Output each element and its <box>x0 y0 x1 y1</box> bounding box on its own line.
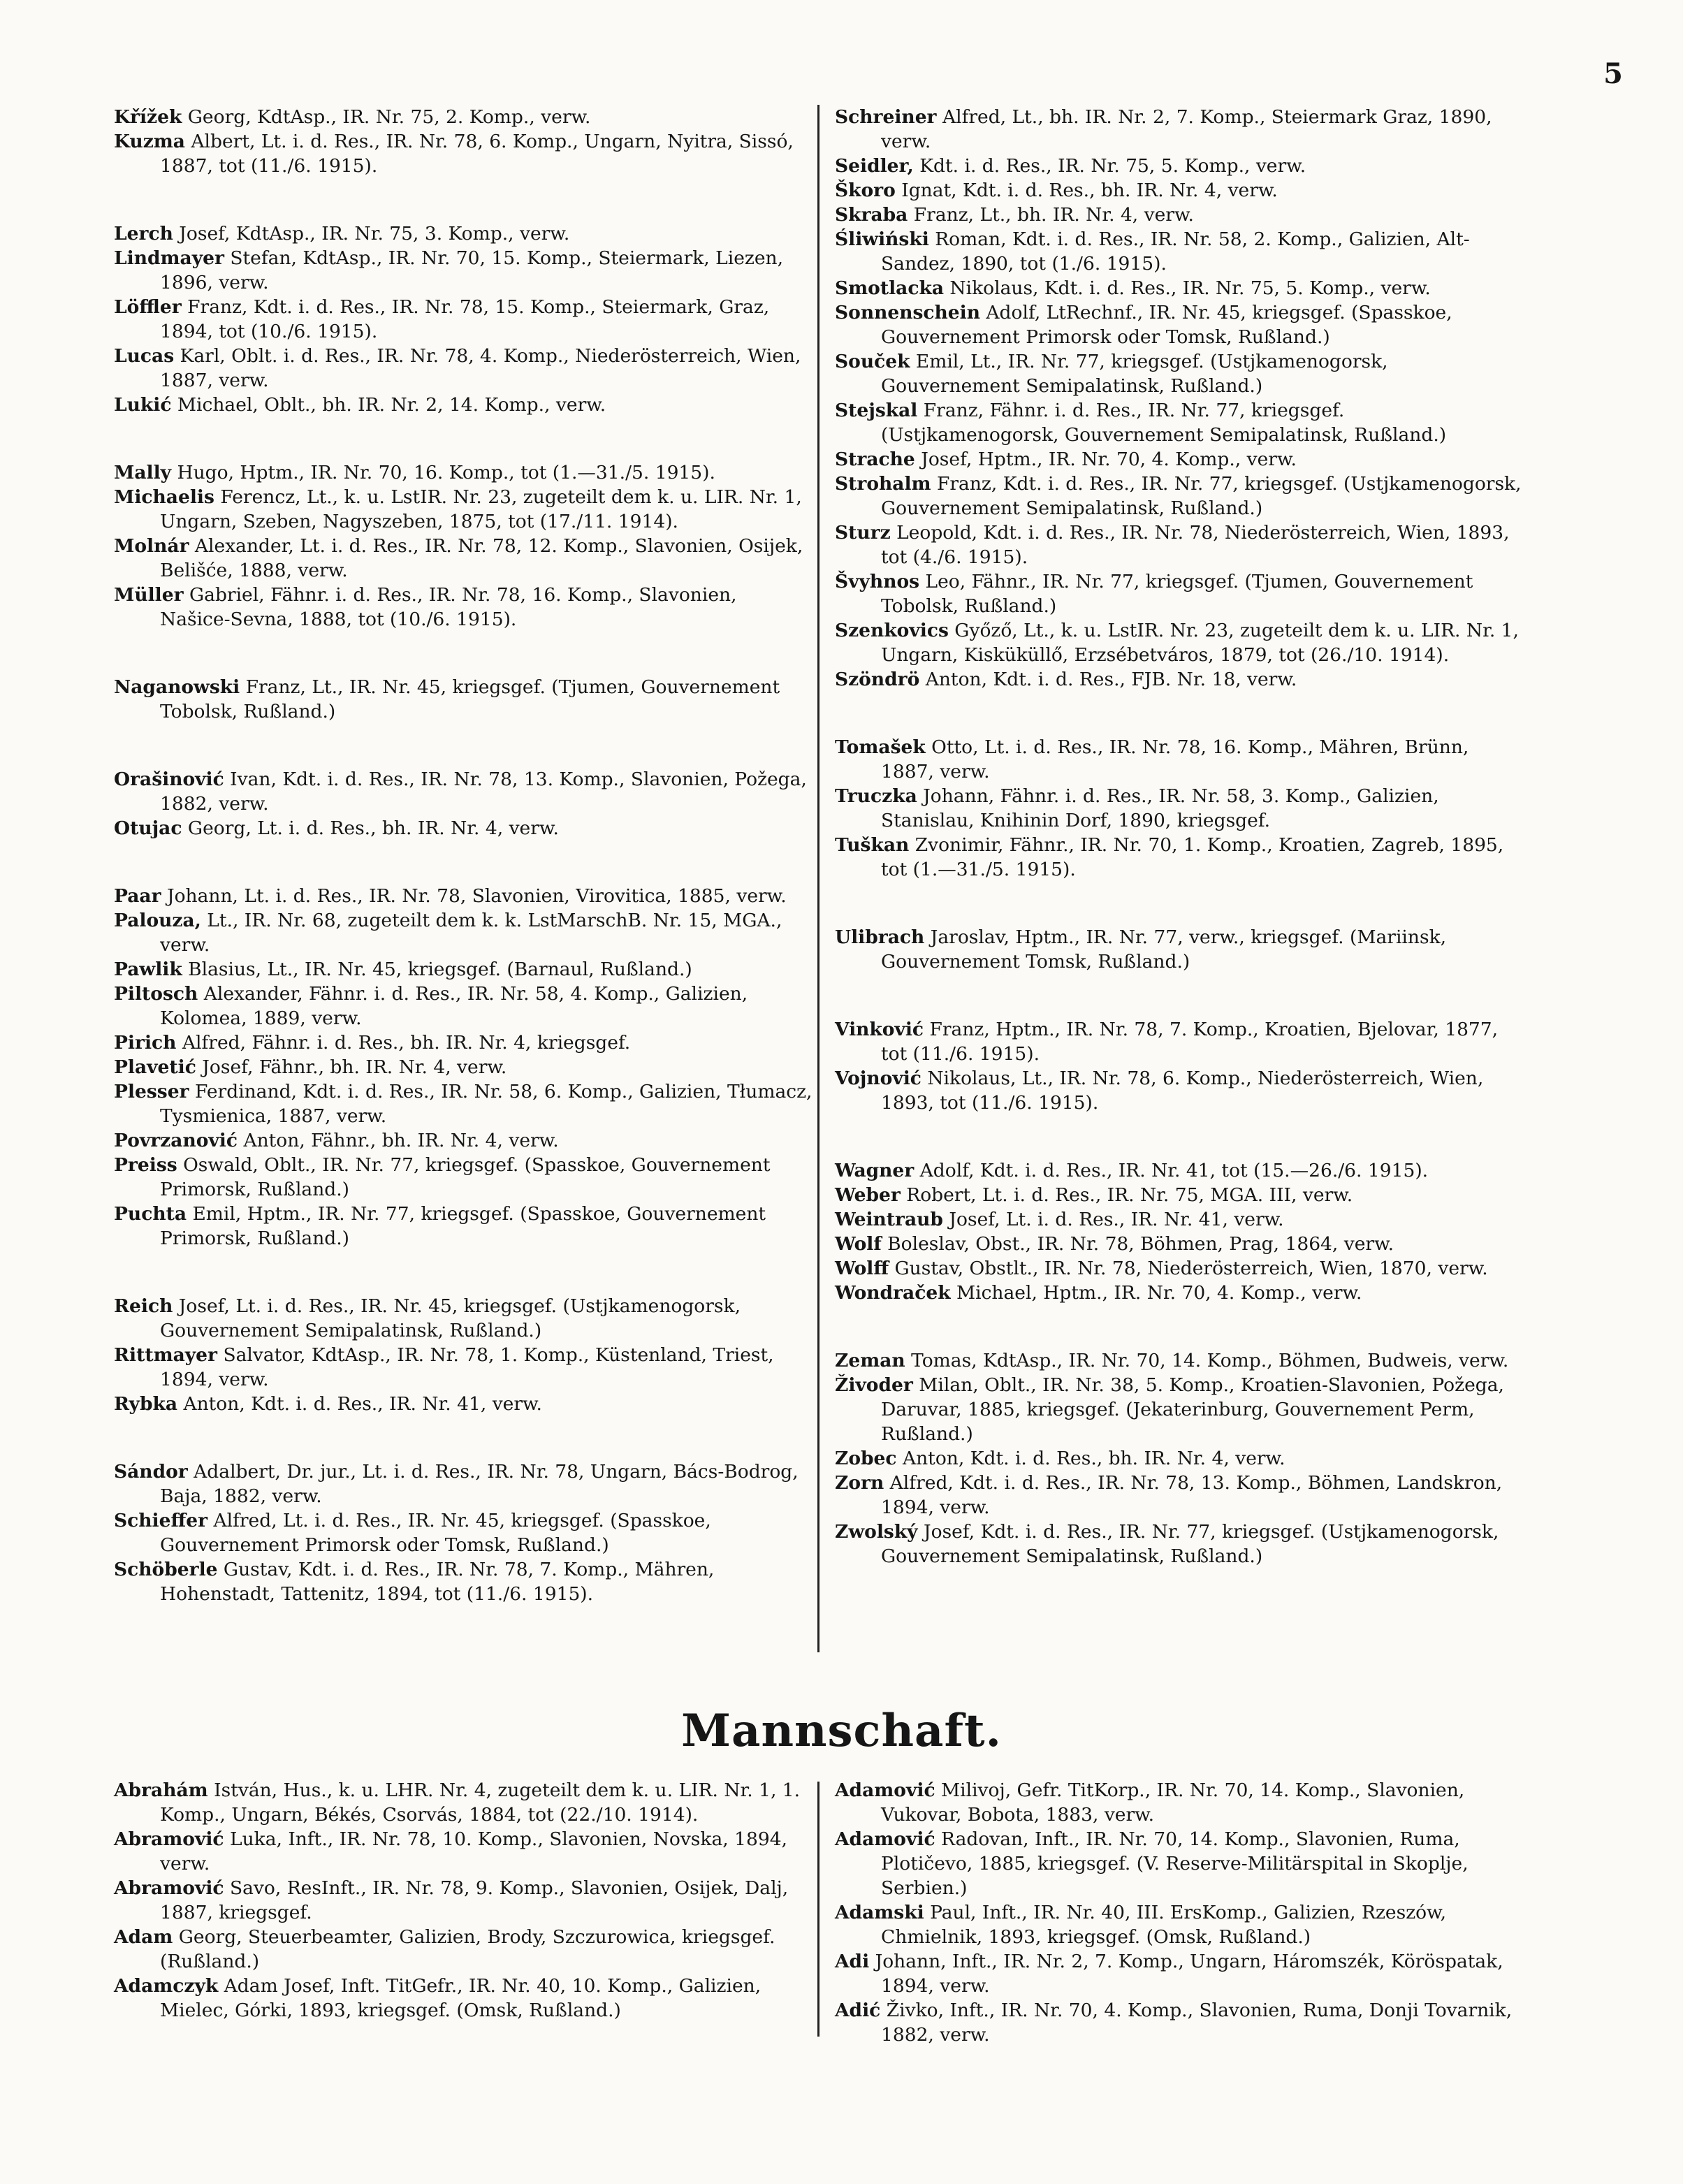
entry-details: Anton, Fähnr., bh. IR. Nr. 4, verw. <box>238 1130 559 1151</box>
list-item <box>114 1876 813 1925</box>
list-item <box>114 957 813 982</box>
list-item <box>114 908 813 957</box>
men-column-left <box>114 1778 813 2023</box>
entry-surname: Pirich <box>114 1032 177 1054</box>
entry-surname: Vojnović <box>835 1068 921 1089</box>
list-item <box>835 1998 1523 2047</box>
entry-details: Josef, Fähnr., bh. IR. Nr. 4, verw. <box>196 1056 507 1078</box>
list-item <box>114 1778 813 1827</box>
list-item <box>835 1256 1523 1281</box>
entry-surname: Michaelis <box>114 486 214 508</box>
list-item <box>114 1343 813 1392</box>
list-item <box>114 485 813 534</box>
entry-surname: Seidler, <box>835 155 914 177</box>
entry-details: Adam Josef, Inft. TitGefr., IR. Nr. 40, 10. Komp., Galizien, Mielec, Górki, 1893, kriegsgef. (Omsk, Rußland.) <box>160 1975 762 2021</box>
entry-surname: Adamski <box>835 1902 924 1923</box>
entry-details: Nikolaus, Lt., IR. Nr. 78, 6. Komp., Niederösterreich, Wien, 1893, tot (11./6. 1915). <box>881 1068 1484 1114</box>
list-item <box>835 1446 1523 1471</box>
list-item <box>835 203 1523 227</box>
section-title: Mannschaft. <box>681 1705 1002 1757</box>
entry-details: Adolf, Kdt. i. d. Res., IR. Nr. 41, tot (15.—26./6. 1915). <box>914 1160 1429 1181</box>
entry-details: Radovan, Inft., IR. Nr. 70, 14. Komp., Slavonien, Ruma, Plotičevo, 1885, kriegsgef. (V. Reserve-Militärspital in Skoplje, Serbien.) <box>881 1828 1469 1899</box>
entry-details: Franz, Kdt. i. d. Res., IR. Nr. 78, 15. Komp., Steiermark, Graz, 1894, tot (10./6. 1915). <box>160 296 770 342</box>
list-item <box>114 1925 813 1974</box>
entry-surname: Adić <box>835 2000 881 2021</box>
entry-surname: Mally <box>114 462 172 483</box>
list-item <box>835 1348 1523 1373</box>
entry-surname: Smotlacka <box>835 277 944 299</box>
entry-details: Milan, Oblt., IR. Nr. 38, 5. Komp., Kroatien-Slavonien, Požega, Daruvar, 1885, kriegsgef. (Jekaterinburg, Gouvernement Perm, Rußland.) <box>881 1374 1504 1445</box>
entry-details: Emil, Hptm., IR. Nr. 77, kriegsgef. (Spasskoe, Gouvernement Primorsk, Rußland.) <box>160 1203 766 1249</box>
entry-surname: Skraba <box>835 204 908 226</box>
entry-details: Anton, Kdt. i. d. Res., IR. Nr. 41, verw. <box>177 1393 542 1415</box>
entry-surname: Abramović <box>114 1877 224 1899</box>
entry-surname: Molnár <box>114 535 189 557</box>
list-item <box>835 105 1523 154</box>
entry-surname: Povrzanović <box>114 1130 238 1151</box>
entry-surname: Zeman <box>835 1350 905 1371</box>
entry-details: Franz, Fähnr. i. d. Res., IR. Nr. 77, kriegsgef. (Ustjkamenogorsk, Gouvernement Semipalatinsk, Rußland.) <box>881 400 1447 446</box>
entry-details: Franz, Hptm., IR. Nr. 78, 7. Komp., Kroatien, Bjelovar, 1877, tot (11./6. 1915). <box>881 1019 1499 1065</box>
entry-surname: Otujac <box>114 817 182 839</box>
entry-details: Adalbert, Dr. jur., Lt. i. d. Res., IR. Nr. 78, Ungarn, Bács-Bodrog, Baja, 1882, verw. <box>160 1461 799 1507</box>
entry-details: Savo, ResInft., IR. Nr. 78, 9. Komp., Slavonien, Osijek, Dalj, 1887, kriegsgef. <box>160 1877 789 1923</box>
list-item <box>835 276 1523 300</box>
entry-details: Franz, Kdt. i. d. Res., IR. Nr. 77, kriegsgef. (Ustjkamenogorsk, Gouvernement Semipalatinsk, Rußland.) <box>881 473 1522 519</box>
entry-surname: Wolf <box>835 1233 882 1255</box>
entry-surname: Tomašek <box>835 736 926 758</box>
entry-details: Ferencz, Lt., k. u. LstIR. Nr. 23, zugeteilt dem k. u. LIR. Nr. 1, Ungarn, Szeben, Nagyszeben, 1875, tot (17./11. 1914). <box>160 486 802 532</box>
entry-surname: Weintraub <box>835 1209 943 1230</box>
entry-details: Johann, Lt. i. d. Res., IR. Nr. 78, Slavonien, Virovitica, 1885, verw. <box>161 885 787 907</box>
entry-details: Josef, KdtAsp., IR. Nr. 75, 3. Komp., verw. <box>173 223 570 245</box>
list-item <box>114 460 813 485</box>
entry-surname: Sturz <box>835 522 891 544</box>
entry-surname: Abramović <box>114 1828 224 1850</box>
entry-surname: Strohalm <box>835 473 931 495</box>
list-item <box>835 1778 1523 1827</box>
list-item <box>835 618 1523 667</box>
entry-surname: Sándor <box>114 1461 188 1483</box>
entry-details: Alexander, Fähnr. i. d. Res., IR. Nr. 58, 4. Komp., Galizien, Kolomea, 1889, verw. <box>160 983 748 1029</box>
entry-surname: Puchta <box>114 1203 187 1225</box>
list-item <box>835 1281 1523 1305</box>
entry-details: Luka, Inft., IR. Nr. 78, 10. Komp., Slavonien, Novska, 1894, verw. <box>160 1828 787 1874</box>
entry-surname: Löffler <box>114 296 182 318</box>
entry-details: Kdt. i. d. Res., IR. Nr. 75, 5. Komp., verw. <box>913 155 1306 177</box>
entry-details: Josef, Hptm., IR. Nr. 70, 4. Komp., verw. <box>915 449 1297 470</box>
list-item <box>835 1373 1523 1446</box>
list-item <box>114 246 813 295</box>
list-item <box>835 667 1523 692</box>
list-item <box>835 300 1523 349</box>
list-item <box>114 1128 813 1153</box>
entry-details: Alfred, Lt., bh. IR. Nr. 2, 7. Komp., Steiermark Graz, 1890, verw. <box>881 106 1492 152</box>
men-column-right <box>835 1778 1523 2047</box>
entry-surname: Zobec <box>835 1448 897 1469</box>
entry-surname: Rybka <box>114 1393 178 1415</box>
entry-surname: Křížek <box>114 106 182 128</box>
entry-surname: Schreiner <box>835 106 937 128</box>
entry-surname: Wolff <box>835 1258 889 1279</box>
list-item <box>114 1557 813 1606</box>
entry-surname: Paar <box>114 885 161 907</box>
entry-surname: Naganowski <box>114 676 240 698</box>
entry-details: Robert, Lt. i. d. Res., IR. Nr. 75, MGA. III, verw. <box>900 1184 1353 1206</box>
list-item <box>114 1508 813 1557</box>
list-item <box>835 520 1523 569</box>
list-item <box>835 472 1523 520</box>
entry-surname: Preiss <box>114 1154 177 1176</box>
list-item <box>114 1202 813 1251</box>
list-item <box>114 105 813 129</box>
list-item <box>835 154 1523 178</box>
entry-surname: Adi <box>835 1951 870 1972</box>
list-item <box>835 1066 1523 1115</box>
list-item <box>114 1294 813 1343</box>
entry-surname: Lukić <box>114 394 172 416</box>
entry-details: Oswald, Oblt., IR. Nr. 77, kriegsgef. (Spasskoe, Gouvernement Primorsk, Rußland.) <box>160 1154 771 1200</box>
entry-details: Alexander, Lt. i. d. Res., IR. Nr. 78, 12. Komp., Slavonien, Osijek, Belišće, 1888, verw. <box>160 535 803 581</box>
list-item <box>835 227 1523 276</box>
entry-surname: Adamczyk <box>114 1975 219 1997</box>
list-item <box>114 1392 813 1416</box>
entry-surname: Souček <box>835 351 910 372</box>
entry-details: Boleslav, Obst., IR. Nr. 78, Böhmen, Prag, 1864, verw. <box>881 1233 1394 1255</box>
list-item <box>835 1471 1523 1520</box>
entry-surname: Škoro <box>835 180 896 201</box>
entry-details: Ivan, Kdt. i. d. Res., IR. Nr. 78, 13. Komp., Slavonien, Požega, 1882, verw. <box>160 769 807 815</box>
list-item <box>114 675 813 724</box>
entry-surname: Schöberle <box>114 1559 218 1580</box>
entry-surname: Rittmayer <box>114 1344 218 1366</box>
entry-details: Leo, Fähnr., IR. Nr. 77, kriegsgef. (Tjumen, Gouvernement Tobolsk, Rußland.) <box>881 571 1473 617</box>
list-item <box>835 1900 1523 1949</box>
entry-surname: Piltosch <box>114 983 198 1005</box>
entry-details: Győző, Lt., k. u. LstIR. Nr. 23, zugeteilt dem k. u. LIR. Nr. 1, Ungarn, Kisküküllő, Erzsébetváros, 1879, tot (26./10. 1914). <box>881 620 1519 666</box>
entry-details: Milivoj, Gefr. TitKorp., IR. Nr. 70, 14. Komp., Slavonien, Vukovar, Bobota, 1883, verw. <box>881 1779 1465 1826</box>
entry-details: Josef, Kdt. i. d. Res., IR. Nr. 77, kriegsgef. (Ustjkamenogorsk, Gouvernement Semipalatinsk, Rußland.) <box>881 1521 1499 1567</box>
entry-details: Otto, Lt. i. d. Res., IR. Nr. 78, 16. Komp., Mähren, Brünn, 1887, verw. <box>881 736 1469 782</box>
entry-surname: Palouza, <box>114 910 201 931</box>
entry-details: Leopold, Kdt. i. d. Res., IR. Nr. 78, Niederösterreich, Wien, 1893, tot (4./6. 1915). <box>881 522 1510 568</box>
list-item <box>114 1974 813 2023</box>
list-item <box>114 344 813 393</box>
entry-surname: Zwolský <box>835 1521 918 1543</box>
list-item <box>114 884 813 908</box>
entry-details: Jaroslav, Hptm., IR. Nr. 77, verw., kriegsgef. (Mariinsk, Gouvernement Tomsk, Rußland.) <box>881 926 1447 973</box>
entry-details: Hugo, Hptm., IR. Nr. 70, 16. Komp., tot (1.—31./5. 1915). <box>171 462 715 483</box>
entry-details: Alfred, Fähnr. i. d. Res., bh. IR. Nr. 4, kriegsgef. <box>176 1032 631 1054</box>
entry-details: Albert, Lt. i. d. Res., IR. Nr. 78, 6. Komp., Ungarn, Nyitra, Sissó, 1887, tot (11./6. 1915). <box>160 131 794 177</box>
entry-details: Ferdinand, Kdt. i. d. Res., IR. Nr. 58, 6. Komp., Galizien, Tłumacz, Tysmienica, 1887, verw. <box>160 1081 813 1127</box>
column-divider-top <box>817 105 819 1652</box>
entry-details: Paul, Inft., IR. Nr. 40, III. ErsKomp., Galizien, Rzeszów, Chmielnik, 1893, kriegsgef. (Omsk, Rußland.) <box>881 1902 1447 1948</box>
entry-details: Karl, Oblt. i. d. Res., IR. Nr. 78, 4. Komp., Niederösterreich, Wien, 1887, verw. <box>160 345 801 391</box>
page-number: 5 <box>1603 57 1623 90</box>
entry-surname: Śliwiński <box>835 228 929 250</box>
entry-details: Emil, Lt., IR. Nr. 77, kriegsgef. (Ustjkamenogorsk, Gouvernement Semipalatinsk, Rußland.) <box>881 351 1388 397</box>
list-item <box>835 1017 1523 1066</box>
entry-details: Stefan, KdtAsp., IR. Nr. 70, 15. Komp., Steiermark, Liezen, 1896, verw. <box>160 247 784 293</box>
entry-surname: Plavetić <box>114 1056 196 1078</box>
entry-details: Roman, Kdt. i. d. Res., IR. Nr. 58, 2. Komp., Galizien, Alt-Sandez, 1890, tot (1./6. 1915). <box>881 228 1470 275</box>
list-item <box>835 735 1523 784</box>
entry-details: Gustav, Kdt. i. d. Res., IR. Nr. 78, 7. Komp., Mähren, Hohenstadt, Tattenitz, 1894, tot (11./6. 1915). <box>160 1559 715 1605</box>
entry-details: Michael, Hptm., IR. Nr. 70, 4. Komp., verw. <box>950 1282 1362 1304</box>
officers-column-right <box>835 105 1523 1568</box>
list-item <box>114 1827 813 1876</box>
list-item <box>835 349 1523 398</box>
entry-details: Tomas, KdtAsp., IR. Nr. 70, 14. Komp., Böhmen, Budweis, verw. <box>905 1350 1509 1371</box>
list-item <box>835 925 1523 974</box>
entry-surname: Adamović <box>835 1828 935 1850</box>
entry-surname: Zorn <box>835 1472 884 1494</box>
entry-details: Živko, Inft., IR. Nr. 70, 4. Komp., Slavonien, Ruma, Donji Tovarnik, 1882, verw. <box>880 2000 1513 2046</box>
entry-details: Josef, Lt. i. d. Res., IR. Nr. 41, verw. <box>942 1209 1284 1230</box>
entry-details: Georg, KdtAsp., IR. Nr. 75, 2. Komp., verw. <box>182 106 591 128</box>
entry-surname: Truczka <box>835 785 917 807</box>
list-item <box>835 784 1523 833</box>
entry-surname: Ulibrach <box>835 926 925 948</box>
entry-surname: Schieffer <box>114 1510 208 1531</box>
entry-surname: Lucas <box>114 345 175 367</box>
list-item <box>114 393 813 417</box>
entry-details: Gustav, Obstlt., IR. Nr. 78, Niederösterreich, Wien, 1870, verw. <box>889 1258 1488 1279</box>
list-item <box>835 1232 1523 1256</box>
entry-surname: Sonnenschein <box>835 302 980 323</box>
entry-details: Salvator, KdtAsp., IR. Nr. 78, 1. Komp., Küstenland, Triest, 1894, verw. <box>160 1344 774 1390</box>
entry-surname: Adamović <box>835 1779 935 1801</box>
list-item <box>835 1949 1523 1998</box>
entry-details: Anton, Kdt. i. d. Res., bh. IR. Nr. 4, verw. <box>896 1448 1285 1469</box>
entry-surname: Wagner <box>835 1160 915 1181</box>
entry-details: Josef, Lt. i. d. Res., IR. Nr. 45, kriegsgef. (Ustjkamenogorsk, Gouvernement Semipalatinsk, Rußland.) <box>160 1295 741 1341</box>
entry-details: Alfred, Lt. i. d. Res., IR. Nr. 45, kriegsgef. (Spasskoe, Gouvernement Primorsk oder Tomsk, Rußland.) <box>160 1510 711 1556</box>
entry-details: Michael, Oblt., bh. IR. Nr. 2, 14. Komp., verw. <box>171 394 606 416</box>
entry-details: Georg, Lt. i. d. Res., bh. IR. Nr. 4, verw. <box>182 817 559 839</box>
entry-surname: Abrahám <box>114 1779 208 1801</box>
list-item <box>835 178 1523 203</box>
list-item <box>835 1827 1523 1900</box>
entry-surname: Vinković <box>835 1019 924 1040</box>
list-item <box>835 833 1523 882</box>
entry-surname: Weber <box>835 1184 901 1206</box>
entry-surname: Tuškan <box>835 834 910 856</box>
entry-details: Ignat, Kdt. i. d. Res., bh. IR. Nr. 4, verw. <box>895 180 1278 201</box>
list-item <box>114 767 813 816</box>
entry-surname: Wondraček <box>835 1282 951 1304</box>
list-item <box>114 221 813 246</box>
entry-surname: Szenkovics <box>835 620 949 641</box>
entry-details: Nikolaus, Kdt. i. d. Res., IR. Nr. 75, 5. Komp., verw. <box>944 277 1431 299</box>
entry-surname: Stejskal <box>835 400 918 421</box>
entry-surname: Müller <box>114 584 184 606</box>
entry-details: Johann, Fähnr. i. d. Res., IR. Nr. 58, 3. Komp., Galizien, Stanislau, Knihinin Dorf, 1890, kriegsgef. <box>881 785 1439 831</box>
entry-details: Franz, Lt., IR. Nr. 45, kriegsgef. (Tjumen, Gouvernement Tobolsk, Rußland.) <box>160 676 780 722</box>
entry-details: Georg, Steuerbeamter, Galizien, Brody, Szczurowica, kriegsgef. (Rußland.) <box>160 1926 775 1972</box>
list-item <box>835 569 1523 618</box>
list-item <box>114 1459 813 1508</box>
entry-surname: Orašinović <box>114 769 224 790</box>
entry-surname: Živoder <box>835 1374 913 1396</box>
entry-details: István, Hus., k. u. LHR. Nr. 4, zugeteilt dem k. u. LIR. Nr. 1, 1. Komp., Ungarn, Békés, Csorvás, 1884, tot (22./10. 1914). <box>160 1779 801 1826</box>
entry-surname: Pawlik <box>114 959 182 980</box>
list-item <box>114 1079 813 1128</box>
entry-surname: Plesser <box>114 1081 189 1102</box>
entry-details: Franz, Lt., bh. IR. Nr. 4, verw. <box>908 204 1194 226</box>
entry-details: Lt., IR. Nr. 68, zugeteilt dem k. k. LstMarschB. Nr. 15, MGA., verw. <box>160 910 782 956</box>
column-divider-bottom <box>817 1782 819 2037</box>
list-item <box>835 1183 1523 1207</box>
entry-surname: Strache <box>835 449 915 470</box>
list-item <box>114 129 813 178</box>
list-item <box>114 982 813 1031</box>
list-item <box>114 534 813 583</box>
list-item <box>114 816 813 840</box>
entry-details: Alfred, Kdt. i. d. Res., IR. Nr. 78, 13. Komp., Böhmen, Landskron, 1894, verw. <box>881 1472 1503 1518</box>
entry-details: Blasius, Lt., IR. Nr. 45, kriegsgef. (Barnaul, Rußland.) <box>182 959 692 980</box>
list-item <box>114 583 813 632</box>
list-item <box>835 447 1523 472</box>
list-item <box>114 1153 813 1202</box>
list-item <box>835 1207 1523 1232</box>
entry-details: Gabriel, Fähnr. i. d. Res., IR. Nr. 78, 16. Komp., Slavonien, Našice-Sevna, 1888, tot (10./6. 1915). <box>160 584 737 630</box>
entry-surname: Lerch <box>114 223 173 245</box>
entry-details: Johann, Inft., IR. Nr. 2, 7. Komp., Ungarn, Háromszék, Köröspatak, 1894, verw. <box>869 1951 1503 1997</box>
entry-details: Zvonimir, Fähnr., IR. Nr. 70, 1. Komp., Kroatien, Zagreb, 1895, tot (1.—31./5. 1915). <box>881 834 1504 880</box>
list-item <box>114 295 813 344</box>
list-item <box>114 1055 813 1079</box>
list-item <box>114 1031 813 1055</box>
entry-surname: Adam <box>114 1926 173 1948</box>
list-item <box>835 1520 1523 1568</box>
officers-column-left <box>114 105 813 1606</box>
entry-details: Adolf, LtRechnf., IR. Nr. 45, kriegsgef. (Spasskoe, Gouvernement Primorsk oder Tomsk, Rußland.) <box>881 302 1452 348</box>
entry-surname: Szöndrö <box>835 669 920 690</box>
entry-surname: Švyhnos <box>835 571 920 592</box>
list-item <box>835 1158 1523 1183</box>
list-item <box>835 398 1523 447</box>
entry-details: Anton, Kdt. i. d. Res., FJB. Nr. 18, verw. <box>919 669 1297 690</box>
entry-surname: Lindmayer <box>114 247 224 269</box>
entry-surname: Reich <box>114 1295 173 1317</box>
entry-surname: Kuzma <box>114 131 185 152</box>
